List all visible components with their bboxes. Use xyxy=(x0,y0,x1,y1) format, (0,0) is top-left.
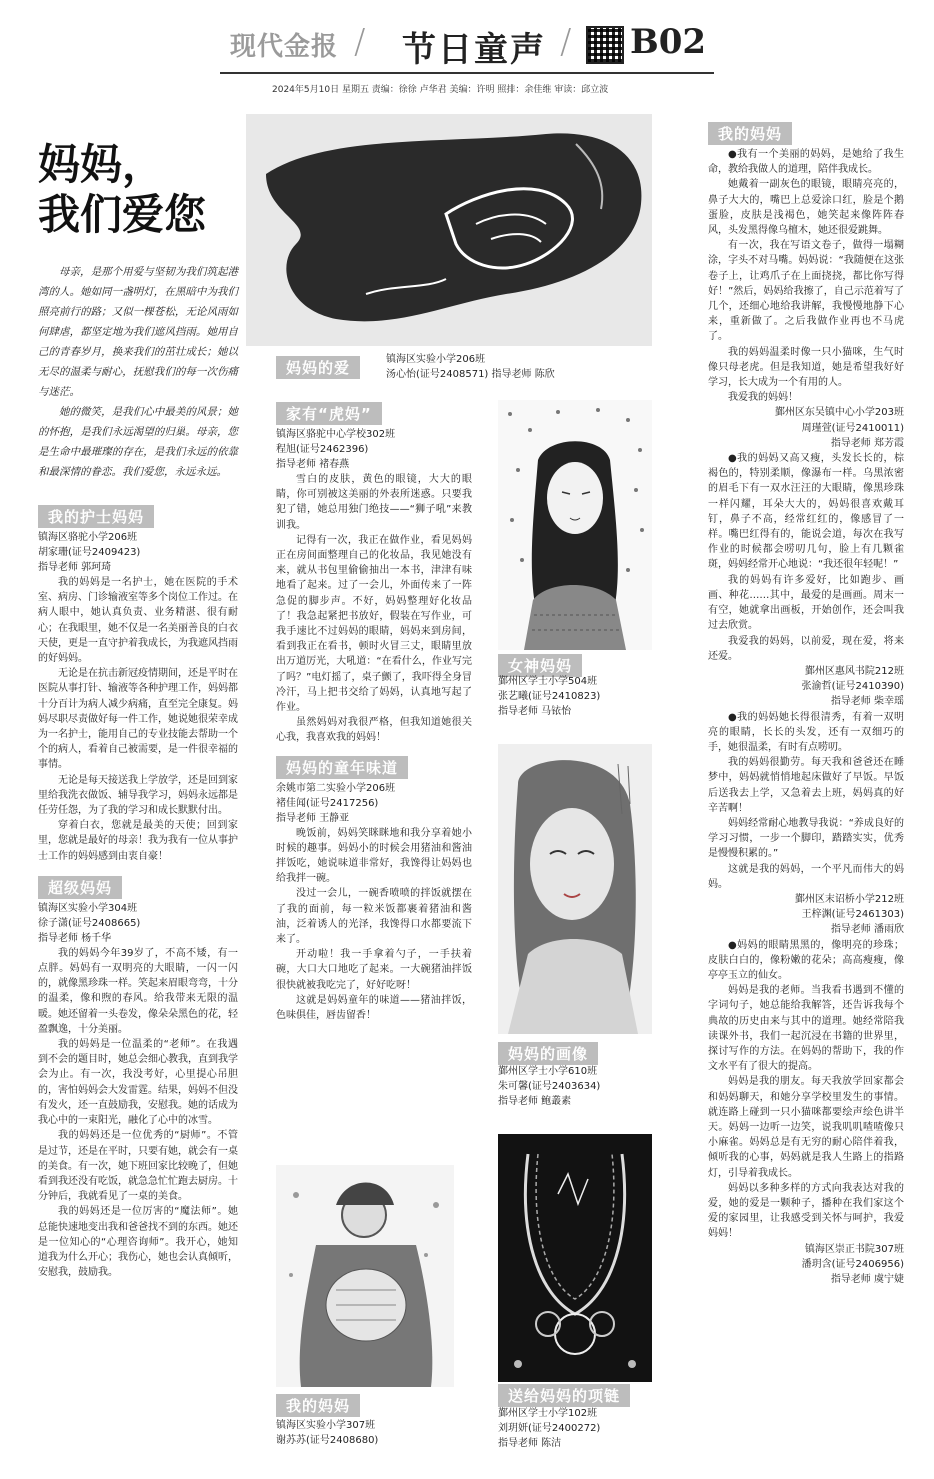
column-2 xyxy=(276,402,472,1023)
art-byline xyxy=(386,352,555,382)
art-teacher: 指导老师 马铱怡 xyxy=(498,706,572,717)
feature-intro xyxy=(38,262,238,482)
paragraph: 这就是妈妈童年的味道——猪油拌饭，色味俱佳，唇齿留香！ xyxy=(276,994,472,1022)
paragraph: 虽然妈妈对我很严格，但我知道她很关心我，我喜欢我的妈妈！ xyxy=(276,717,472,744)
paragraph: 我的妈妈温柔时像一只小猫咪，生气时像只母老虎。但是我知道，她是希望我好好学习，长大成为一个有用的人。 xyxy=(708,346,904,389)
artwork-mother-holding-child xyxy=(276,1165,454,1387)
article-tag: 我的妈妈 xyxy=(708,122,792,145)
article-body xyxy=(276,826,472,1024)
byline-teacher: 指导老师 潘雨欣 xyxy=(830,924,904,936)
art-school: 鄞州区学士小学102班 xyxy=(498,1408,598,1419)
paragraph: 我的妈妈还是一位厉害的“魔法师”。她总能快速地变出我和爸爸找不到的东西。她还是一位知心的“心理咨询师”。我开心，她知道我为什么开心；我伤心，她也会认真倾听，安慰我，鼓励我。 xyxy=(38,1206,238,1279)
dateline: 2024年5月10日 星期五 责编：徐徐 卢华君 美编：许明 照排：余佳维 审读：邱立波 xyxy=(272,85,609,95)
byline-school: 镇海区骆驼小学206班 xyxy=(38,532,138,543)
byline-teacher: 指导老师 杨千华 xyxy=(38,932,112,944)
article-byline xyxy=(38,530,238,575)
essay-3 xyxy=(708,710,904,938)
essay-2 xyxy=(708,451,904,709)
art-teacher: 指导老师 陈洁 xyxy=(498,1438,562,1449)
qr-code-icon[interactable] xyxy=(586,26,624,64)
art-byline xyxy=(498,674,600,719)
art-teacher: 指导老师 鲍叢素 xyxy=(498,1096,572,1107)
paragraph: 没过一会儿，一碗香喷喷的拌饭就摆在了我的面前，每一粒米饭都裹着猪油和酱油，泛着诱人的光泽，我馋得口水都要流下来了。 xyxy=(276,888,472,946)
art-author: 刘玥妍(证号2400272) xyxy=(498,1423,601,1434)
art-tag: 女神妈妈 xyxy=(498,654,582,677)
divider-slash: / xyxy=(560,22,572,62)
byline-teacher: 指导老师 褚春燕 xyxy=(276,459,350,470)
paragraph: 我的妈妈是一位温柔的“老师”。在我遇到不会的题目时，她总会细心教我，直到我学会为止。有一次，我没考好，心里提心吊胆的，害怕妈妈会大发雷霆。结果，妈妈不但没有发火，还一直鼓励我，安慰我。她的话成为我心中的一束阳光，融化了心中的冰雪。 xyxy=(38,1039,238,1127)
article-byline xyxy=(38,901,238,946)
byline-school: 镇海区崇正书院307班 xyxy=(804,1243,904,1255)
art-author: 谢苏苏(证号2408680) xyxy=(276,1435,379,1446)
article-tag: 超级妈妈 xyxy=(38,876,122,899)
paragraph: ●妈妈的眼睛黑黑的，像明亮的珍珠；皮肤白白的，像粉嫩的花朵；高高瘦瘦，像亭亭玉立的仙女。 xyxy=(708,939,904,981)
paragraph: 她戴着一副灰色的眼镜，眼睛亮亮的，鼻子大大的，嘴巴上总爱涂口红，脸是个鹅蛋脸，皮肤是浅褐色，她笑起来像阵阵春风，头发黑得像乌檀木，她还很爱跳舞。 xyxy=(708,179,904,237)
artwork-goddess-mom xyxy=(498,400,652,650)
art-tag: 妈妈的画像 xyxy=(498,1042,598,1065)
art-school: 鄞州区学士小学610班 xyxy=(498,1066,598,1077)
essay-4 xyxy=(708,938,904,1288)
paragraph: 无论是每天接送我上学放学，还是回到家里给我洗衣做饭、辅导我学习，妈妈永远都是任劳任怨，为了我的学习和成长默默付出。 xyxy=(38,774,238,817)
section-title: 节日童声 xyxy=(402,30,546,70)
byline-teacher: 指导老师 郭珂琦 xyxy=(38,562,112,573)
byline-school: 鄞州区惠风书院212班 xyxy=(804,665,904,677)
feature-title-line1: 妈妈， xyxy=(38,140,165,189)
art-tag: 送给妈妈的项链 xyxy=(498,1384,630,1407)
feature-title xyxy=(38,140,206,240)
byline-author: 王梓渊(证号2461303) xyxy=(801,909,904,921)
article-byline xyxy=(276,781,472,826)
paragraph: 我的妈妈是一名护士，她在医院的手术室、病房、门诊输液室等多个岗位工作过。在病人眼中，她认真负责、业务精湛、很有耐心；在我眼里，她不仅是一名美丽善良的白衣天使，更是一直守护着我成长，为我遮风挡雨的好妈妈。 xyxy=(38,577,238,665)
art-byline xyxy=(276,1418,378,1448)
paragraph: 我的妈妈还是一位优秀的“厨师”。不管是过节，还是在平时，只要有她，就会有一桌的美食。有一次，她下班回家比较晚了，但她看到我还没有吃饭，就急急忙忙跑去厨房。十分钟后，我就看见了一桌的美食。 xyxy=(38,1130,238,1203)
paragraph: ●我的妈妈又高又瘦，头发长长的，棕褐色的，特别柔顺，像瀑布一样。乌黑浓密的眉毛下有一双水汪汪的大眼睛，像黑珍珠一样闪耀，耳朵大大的，妈妈很喜欢戴耳钉，鼻子不高，经常红红的，像感冒了一样。嘴巴红得有的，能说会道，每次在我写作业的时候都会唠叨几句，脸上有几颗雀斑，妈妈经常开心地说：“我还很年轻呢！” xyxy=(708,453,904,571)
art-byline xyxy=(498,1406,600,1451)
paragraph: 晚饭前，妈妈笑眯眯地和我分享着她小时候的趣事。妈妈小的时候会用猪油和酱油拌饭吃，她说味道非常好，我馋得让妈妈也给我拌一碗。 xyxy=(276,827,472,885)
paragraph: 雪白的皮肤，黄色的眼镜，大大的眼睛，你可别被这美丽的外表所迷惑。只要我犯了错，她总用独门绝技——“狮子吼”来教训我。 xyxy=(276,474,472,531)
column-3 xyxy=(708,122,904,1287)
paragraph: 妈妈经常耐心地教导我说：“养成良好的学习习惯，一步一个脚印，踏踏实实，优秀是慢慢积累的。” xyxy=(708,817,904,860)
byline-school: 鄞州区东吴镇中心小学203班 xyxy=(774,407,904,419)
paragraph: 我的妈妈有许多爱好，比如跑步、画画、种花……其中，最爱的是画画。周末一有空，她就拿出画板，开始创作，还会叫我过去欣赏。 xyxy=(708,574,904,632)
paragraph: 开动啦！我一手拿着勺子，一手扶着碗，大口大口地吃了起来。一大碗猪油拌饭很快就被我吃完了，好好吃呀！ xyxy=(276,949,472,991)
byline-author: 胡家珊(证号2409423) xyxy=(38,547,141,558)
byline-school: 余姚市第二实验小学206班 xyxy=(276,782,396,794)
paragraph: 我的妈妈今年39岁了，不高不矮，有一点胖。妈妈有一双明亮的大眼睛，一闪一闪的，就像黑珍珠一样。笑起来眉眼弯弯，十分的温柔，像和煦的春风。给我带来无限的温暖。她还留着一头卷发，像朵朵黑色的花，轻盈飘逸，十分美丽。 xyxy=(38,947,238,1035)
masthead-rule xyxy=(220,72,714,74)
article-tag: 妈妈的童年味道 xyxy=(276,756,408,779)
art-byline xyxy=(498,1064,600,1109)
byline-author: 周瑾萱(证号2410011) xyxy=(801,422,904,434)
art-author: 张艺曦(证号2410823) xyxy=(498,691,601,702)
byline-author: 潘玥含(证号2406956) xyxy=(801,1258,904,1270)
byline-author: 褚佳闻(证号2417256) xyxy=(276,797,379,809)
intro-paragraph: 母亲，是那个用爱与坚韧为我们筑起港湾的人。她如同一盏明灯，在黑暗中为我们照亮前行的路；又似一棵苍松，无论风雨如何肆虐，都坚定地为我们遮风挡雨。她用自己的青春岁月，换来我们的茁壮成长；她以无尽的温柔与耐心，抚慰我们的每一次伤痛与迷茫。 xyxy=(38,266,238,398)
paragraph: 穿着白衣，您就是最美的天使；回到家里，您就是最好的母亲！我为我有一位从事护士工作的妈妈感到由衷自豪！ xyxy=(38,820,238,862)
paragraph: ●我有一个美丽的妈妈，是她给了我生命，教给我做人的道理，陪伴我成长。 xyxy=(708,149,904,176)
byline-author: 徐子潇(证号2408665) xyxy=(38,917,141,929)
article-body xyxy=(276,472,472,746)
article-tag: 家有“虎妈” xyxy=(276,402,382,425)
paragraph: 妈妈是我的老师。当我看书遇到不懂的字词句子，她总能给我解答，还告诉我每个典故的历史由来与其中的道理。她经常陪我读课外书，我们一起沉浸在书籍的世界里，探讨写作的方法。在妈妈的帮助下，我的作文水平有了很大的提高。 xyxy=(708,985,904,1073)
byline-school: 鄞州区末诏桥小学212班 xyxy=(794,893,904,905)
essay-1 xyxy=(708,147,904,451)
byline-author: 张渝哲(证号2410390) xyxy=(801,681,904,693)
byline-teacher: 指导老师 王静亚 xyxy=(276,812,350,824)
art-school: 镇海区实验小学206班 xyxy=(386,354,486,365)
paragraph: 妈妈以多种多样的方式向我表达对我的爱，她的爱是一颗种子，播种在我们家这个爱的家园里，让我感受到关怀与呵护，我爱妈妈！ xyxy=(708,1182,904,1240)
paragraph: 妈妈是我的朋友。每天我放学回家都会和妈妈聊天，和她分享学校里发生的事情。就连路上碰到一只小猫咪都要绘声绘色讲半天。妈妈一边听一边笑，说我叽叽喳喳像只小麻雀。妈妈总是有无穷的耐心陪伴着我，倾听我的心事，妈妈就是我人生路上的指路灯，引导着我成长。 xyxy=(708,1076,904,1179)
masthead xyxy=(220,18,720,70)
paragraph: 我爱我的妈妈，以前爱，现在爱，将来还爱。 xyxy=(708,635,904,662)
newspaper-brand: 现代金报 xyxy=(230,32,339,62)
byline-teacher: 指导老师 柴幸瑶 xyxy=(830,696,904,708)
artwork-necklace xyxy=(498,1134,652,1382)
paragraph: 我爱我的妈妈！ xyxy=(728,392,798,404)
art-author: 汤心怡(证号2408571) 指导老师 陈欣 xyxy=(386,369,555,380)
divider-slash: / xyxy=(354,22,366,62)
intro-paragraph: 她的微笑，是我们心中最美的风景；她的怀抱，是我们永远渴望的归巢。母亲，您是生命中最璀璨的存在，是我们永远的依靠和最深情的眷恋。我们爱您，永远永远。 xyxy=(38,406,238,478)
paragraph: 这就是我的妈妈，一个平凡而伟大的妈妈。 xyxy=(708,863,904,890)
byline-school: 镇海区骆驼中心学校302班 xyxy=(276,429,396,440)
art-tag: 妈妈的爱 xyxy=(276,356,360,379)
art-school: 鄞州区学士小学504班 xyxy=(498,676,598,687)
article-body xyxy=(38,575,238,864)
paragraph: 我的妈妈很勤劳。每天我和爸爸还在睡梦中，妈妈就悄悄地起床做好了早饭。早饭后送我去上学，又急着去上班，妈妈真的好辛苦啊！ xyxy=(708,757,904,814)
paragraph: 记得有一次，我正在做作业，看见妈妈正在房间面整理自己的化妆品，我见她没有来，就从书包里偷偷抽出一本书，津津有味地看了起来。过了一会儿，外面传来了一阵急促的脚步声。不好，妈妈整理好化妆品了！我急起紧把书放好，假装在写作业，可我手速比不过妈妈的眼睛，妈妈来到房间，看到我正在看书，顿时火冒三丈，眼睛里放出万道厉光，大吼道：“在看什么，作业写完了吗？”电灯摇了，桌子颤了，我吓得全身冒冷汗，马上把书交给了妈妈，认真地写起了作业。 xyxy=(276,534,472,714)
byline-teacher: 指导老师 郑芳霞 xyxy=(830,437,904,449)
column-1 xyxy=(38,505,238,1280)
byline-author: 程旭(证号2462396) xyxy=(276,444,369,455)
artwork-mom-portrait xyxy=(498,744,652,1034)
feature-title-line2: 我们爱您 xyxy=(38,190,207,239)
art-school: 镇海区实验小学307班 xyxy=(276,1420,376,1431)
article-body xyxy=(38,946,238,1280)
byline-teacher: 指导老师 虞宁婕 xyxy=(830,1274,904,1286)
paragraph: 无论是在抗击新冠疫情期间，还是平时在医院从事打针、输液等各种护理工作，妈妈都十分百计为病人减少病痛，直至完全康复。妈妈尽职尽责做好每一件工作，她说她很荣幸成为一名护士，能用自己的专业技能去帮助一个个的病人，看着自己被需要，是一件很幸福的事情。 xyxy=(38,668,238,771)
art-author: 朱可馨(证号2403634) xyxy=(498,1081,601,1092)
art-tag: 我的妈妈 xyxy=(276,1394,360,1417)
byline-school: 镇海区实验小学304班 xyxy=(38,902,138,914)
article-tag: 我的护士妈妈 xyxy=(38,505,154,528)
page-number: B02 xyxy=(630,22,707,62)
paragraph: ●我的妈妈她长得很清秀，有着一双明亮的眼睛，长长的头发，还有一双细巧的手，她很温柔，有时有点唠叨。 xyxy=(708,711,904,753)
article-byline xyxy=(276,427,472,472)
artwork-hands-print xyxy=(246,114,652,346)
paragraph: 有一次，我在写语文卷子，做得一塌糊涂，字头不对马嘴。妈妈说：“我随便在这张卷子上，让鸡爪子在上面挠挠，都比你写得好！”然后，妈妈给我擦了，自己示范着写了几个，还细心地给我讲解，我慢慢地静下心来，重新做了。之后我做作业再也不马虎了。 xyxy=(708,240,904,343)
